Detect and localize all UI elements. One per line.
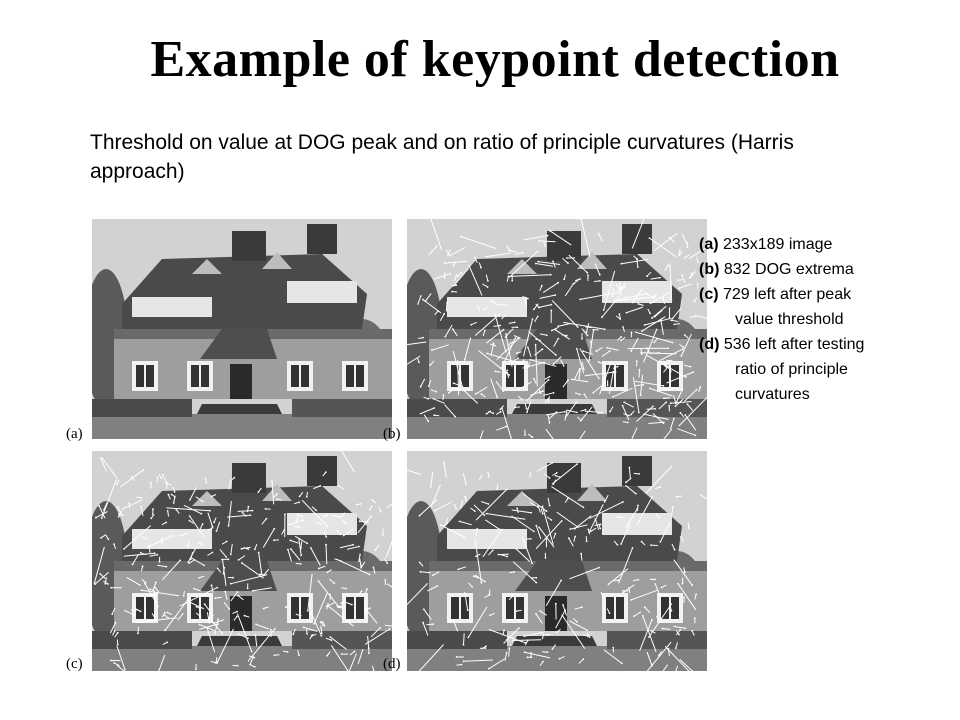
caption-line-d: (d) 536 left after testing [699,336,865,353]
panel-label-a: (a) [66,426,83,442]
caption-line-b: (b) 832 DOG extrema [699,261,854,278]
slide-title: Example of keypoint detection [150,31,840,88]
house-image-b [407,219,707,439]
figure-caption [699,232,949,407]
panel-label-c: (c) [66,656,83,672]
caption-line-d-cont1: ratio of principle [735,361,848,378]
slide-subtitle: Threshold on value at DOG peak and on ratio of principle curvatures (Harris approach) [90,131,794,183]
caption-line-a: (a) 233x189 image [699,236,833,253]
panel-label-d: (d) [383,656,401,672]
caption-line-c: (c) 729 left after peak [699,286,852,303]
house-image-c [92,451,392,671]
caption-line-c-cont: value threshold [735,311,844,328]
house-image-a [92,219,392,439]
caption-line-d-cont2: curvatures [735,386,810,403]
panel-label-b: (b) [383,426,401,442]
house-image-d [407,451,707,671]
